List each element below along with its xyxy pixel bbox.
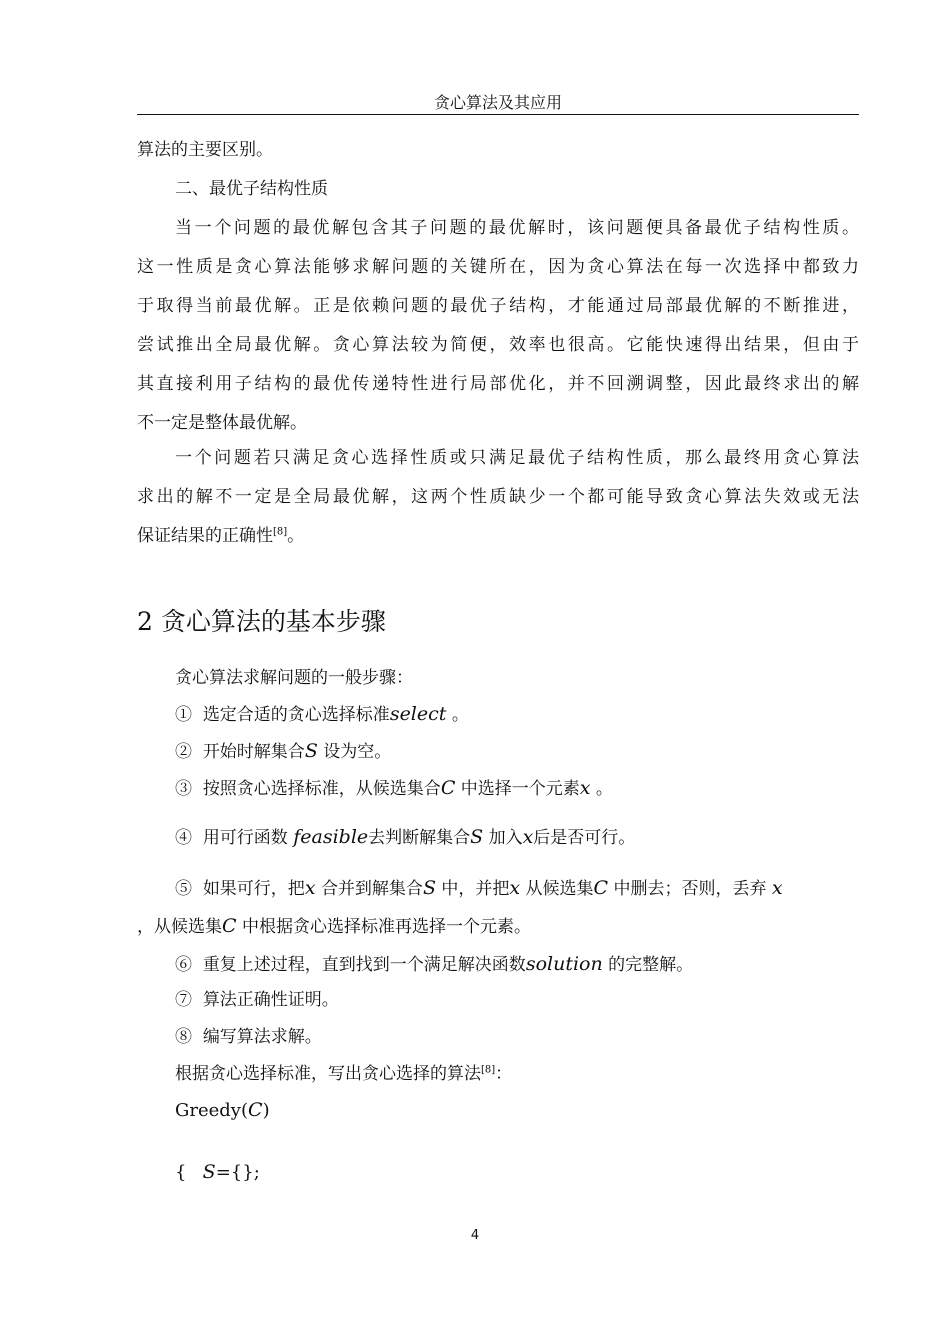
step-text: 开始时解集合 [202,742,305,762]
step-text: 中，并把 [441,879,510,899]
math-C: C [440,777,456,799]
step-text: 后是否可行。 [533,828,636,848]
step-text: 合并到解集合 [320,879,423,899]
paragraph-line: 尝试推出全局最优解。贪心算法较为简便，效率也很高。它能快速得出结果，但由于 [137,335,859,355]
algorithm-intro [175,1062,512,1086]
step-7 [175,988,339,1012]
code-line-greedy [175,1098,270,1123]
step-3 [175,776,613,801]
step-number: ① [175,705,192,725]
step-text: 加入 [488,828,523,848]
step-text: ，从候选集 [137,917,222,937]
code-paren: ( [240,1100,249,1121]
step-number: ⑥ [175,955,192,975]
math-C: C [248,1099,263,1121]
step-5 [175,876,859,901]
steps-intro: 贪心算法求解问题的一般步骤： [175,668,413,688]
step-text: 用可行函数 [202,828,288,848]
code-line-init [175,1160,260,1185]
math-solution: solution [525,953,603,975]
math-S: S [470,826,484,848]
code-brace: { [175,1162,187,1183]
step-text: 从候选集 [525,879,594,899]
running-header: 贪心算法及其应用 [433,93,562,112]
math-S: S [304,740,318,762]
header-rule [137,114,859,115]
math-S: S [202,1161,216,1183]
math-C: C [593,877,609,899]
code-paren: ) [262,1100,270,1121]
step-number: ⑧ [175,1027,192,1047]
math-feasible: feasible [293,826,369,848]
code-text: ={}; [215,1162,260,1183]
paragraph-line: 当一个问题的最优解包含其子问题的最优解时，该问题便具备最优子结构性质。 [175,218,859,238]
paragraph-line: 于取得当前最优解。正是依赖问题的最优子结构，才能通过局部最优解的不断推进， [137,296,859,316]
step-1 [175,702,469,727]
citation-ref[interactable]: [8] [273,526,288,538]
paragraph-line: 其直接利用子结构的最优传递特性进行局部优化，并不回溯调整，因此最终求出的解 [137,374,859,394]
math-select: select [389,703,447,725]
step-text: 如果可行，把 [202,879,305,899]
step-number: ⑦ [175,990,192,1010]
step-text: 设为空。 [323,742,392,762]
math-x: x [522,826,534,848]
paragraph-line: 求出的解不一定是全局最优解，这两个性质缺少一个都可能导致贪心算法失效或无法 [137,487,859,507]
step-text: 重复上述过程，直到找到一个满足解决函数 [202,955,526,975]
step-number: ⑤ [175,879,192,899]
section-heading: 2 贪心算法的基本步骤 [137,607,386,636]
step-4 [175,825,635,850]
sub-heading: 二、最优子结构性质 [175,179,328,199]
paragraph-text: 保证结果的正确性 [137,526,273,546]
step-text: 的完整解。 [608,955,694,975]
math-x: x [771,877,783,899]
math-C: C [222,915,237,937]
step-number: ④ [175,828,192,848]
step-number: ③ [175,779,192,799]
math-S: S [422,877,436,899]
page-number: 4 [470,1228,480,1243]
step-text: 编写算法求解。 [202,1027,322,1047]
paragraph-line: 这一性质是贪心算法能够求解问题的关键所在，因为贪心算法在每一次选择中都致力 [137,257,859,277]
code-func-name: Greedy [175,1100,241,1121]
step-text: 按照贪心选择标准，从候选集合 [202,779,441,799]
math-x: x [579,777,591,799]
step-8 [175,1025,322,1049]
citation-ref[interactable]: [8] [481,1064,496,1076]
step-6 [175,952,693,977]
step-text: 中删去；否则，丢弃 [613,879,767,899]
step-text: 选定合适的贪心选择标准 [202,705,390,725]
step-text: 去判断解集合 [368,828,471,848]
step-text: 根据贪心选择标准，写出贪心选择的算法 [175,1064,481,1084]
math-x: x [509,877,521,899]
step-number: ② [175,742,192,762]
step-text: 中选择一个元素 [460,779,580,799]
step-text: 。 [595,779,613,799]
step-text: 中根据贪心选择标准再选择一个元素。 [241,917,531,937]
paragraph-end-line: 算法的主要区别。 [137,140,273,160]
step-text: ： [495,1064,513,1084]
step-text: 算法正确性证明。 [202,990,339,1010]
math-x: x [304,877,316,899]
step-5-continued [137,914,531,939]
step-2 [175,739,391,764]
paragraph-text: 。 [287,526,305,546]
paragraph-line: 一个问题若只满足贪心选择性质或只满足最优子结构性质，那么最终用贪心算法 [175,448,859,468]
paragraph-line: 不一定是整体最优解。 [137,413,307,433]
paragraph-line-with-citation [137,524,304,548]
step-text: 。 [451,705,469,725]
